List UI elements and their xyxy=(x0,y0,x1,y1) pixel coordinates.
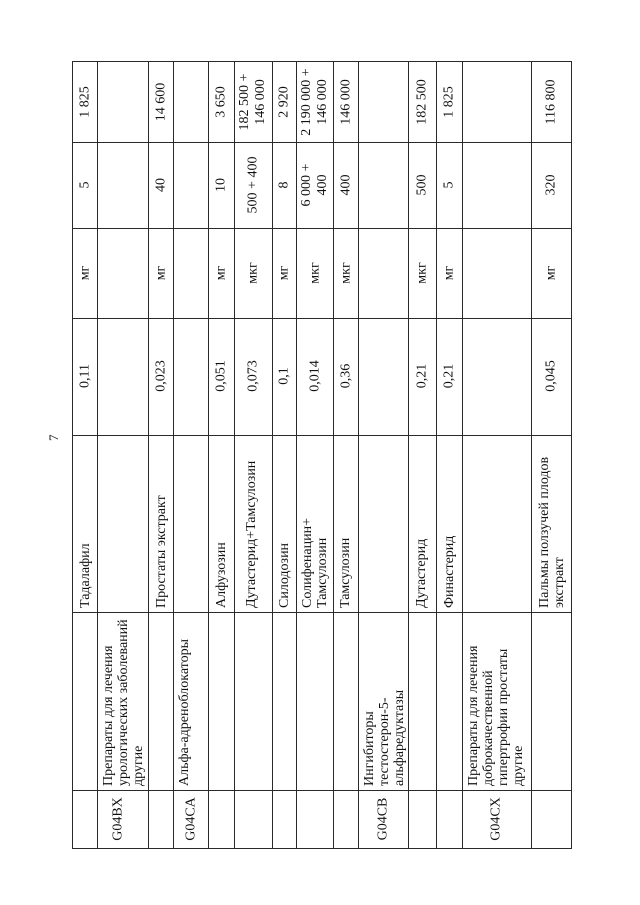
column-line xyxy=(72,142,572,143)
row-line xyxy=(234,61,235,849)
column-line xyxy=(72,228,572,229)
unit-cell: мкг xyxy=(307,262,323,284)
table-border-top xyxy=(72,61,572,62)
unit-cell: мг xyxy=(213,265,229,281)
ddd-cell: 0,051 xyxy=(213,360,229,392)
ddd-cell: 0,014 xyxy=(307,360,323,392)
row-line xyxy=(148,61,149,849)
atc-code-cell: G04CA xyxy=(183,797,199,841)
column-line xyxy=(72,790,572,791)
dose-cell: 5 xyxy=(441,181,457,189)
group-cell xyxy=(466,614,526,786)
group-cell xyxy=(101,614,146,786)
atc-code-cell: G04CX xyxy=(488,797,504,841)
drug-cell: Тадалафил xyxy=(78,543,93,608)
drug-cell: Простаты экстракт xyxy=(154,495,169,608)
drug-cell: Силодозин xyxy=(277,542,292,608)
ddd-cell: 0,023 xyxy=(153,360,169,392)
group-text: Ингибиторы тестостерон-5-альфаредуктазы xyxy=(362,689,407,786)
dose-cell: 5 xyxy=(77,181,93,189)
group-text: Альфа-адреноблокаторы xyxy=(177,638,192,786)
unit-cell: мкг xyxy=(338,262,354,284)
row-line xyxy=(358,61,359,849)
row-line xyxy=(72,61,73,849)
drug-cell: Солифенацин+ Тамсулозин xyxy=(300,518,330,608)
atc-code-cell: G04CB xyxy=(375,797,391,841)
dose-cell: 320 xyxy=(543,174,559,196)
drug-cell: Дутастерид xyxy=(414,538,429,608)
amount-cell: 3 650 xyxy=(213,86,229,118)
page-number: 7 xyxy=(46,434,61,441)
dose-cell: 400 xyxy=(338,174,354,196)
row-line xyxy=(436,61,437,849)
amount-cell: 2 920 xyxy=(276,86,292,118)
unit-cell: мг xyxy=(276,265,292,281)
group-text: Препараты для лечения доброкачественной гипертрофии простаты другие xyxy=(466,645,526,786)
row-line xyxy=(272,61,273,849)
ddd-cell: 0,36 xyxy=(338,363,354,389)
row-line xyxy=(208,61,209,849)
unit-cell: мг xyxy=(77,265,93,281)
ddd-cell: 0,045 xyxy=(543,360,559,392)
dose-cell: 10 xyxy=(213,178,229,192)
amount-cell: 146 000 xyxy=(338,79,354,125)
group-cell xyxy=(362,614,407,786)
group-cell xyxy=(177,614,192,786)
drug-cell: Дутастерид+Тамсулозин xyxy=(244,460,259,608)
ddd-cell: 0,11 xyxy=(77,364,93,388)
row-line xyxy=(296,61,297,849)
amount-cell: 2 190 000 + 146 000 xyxy=(299,68,330,136)
unit-cell: мг xyxy=(543,265,559,281)
row-line xyxy=(571,61,572,849)
unit-cell: мкг xyxy=(245,262,261,284)
dose-cell: 40 xyxy=(153,178,169,192)
atc-code-cell: G04BX xyxy=(110,797,126,841)
unit-cell: мг xyxy=(153,265,169,281)
amount-cell: 116 800 xyxy=(543,79,559,125)
row-line xyxy=(531,61,532,849)
dose-cell: 500 xyxy=(414,174,430,196)
row-line xyxy=(462,61,463,849)
drug-cell: Финастерид xyxy=(442,535,457,608)
unit-cell: мг xyxy=(441,265,457,281)
row-line xyxy=(173,61,174,849)
dose-cell: 8 xyxy=(276,181,292,189)
ddd-cell: 0,073 xyxy=(245,360,261,392)
row-line xyxy=(408,61,409,849)
ddd-cell: 0,21 xyxy=(414,363,430,389)
amount-cell: 182 500 + 146 000 xyxy=(237,73,268,131)
table-border-bottom xyxy=(72,848,572,849)
ddd-cell: 0,1 xyxy=(276,367,292,385)
row-line xyxy=(333,61,334,849)
drug-cell: Пальмы ползучей плодов экстракт xyxy=(537,456,567,608)
dose-cell: 500 + 400 xyxy=(245,156,261,214)
amount-cell: 182 500 xyxy=(414,79,430,125)
amount-cell: 1 825 xyxy=(77,86,93,118)
ddd-cell: 0,21 xyxy=(441,363,457,389)
unit-cell: мкг xyxy=(414,262,430,284)
group-text: Препараты для лечения урологических заболеваний другие xyxy=(101,619,146,786)
column-line xyxy=(72,435,572,436)
column-line xyxy=(72,318,572,319)
amount-cell: 14 600 xyxy=(153,82,169,122)
column-line xyxy=(72,612,572,613)
row-line xyxy=(97,61,98,849)
drug-cell: Тамсулозин xyxy=(338,537,353,608)
dose-cell: 6 000 + 400 xyxy=(299,163,330,207)
amount-cell: 1 825 xyxy=(441,86,457,118)
drug-cell: Алфузозин xyxy=(214,542,229,608)
